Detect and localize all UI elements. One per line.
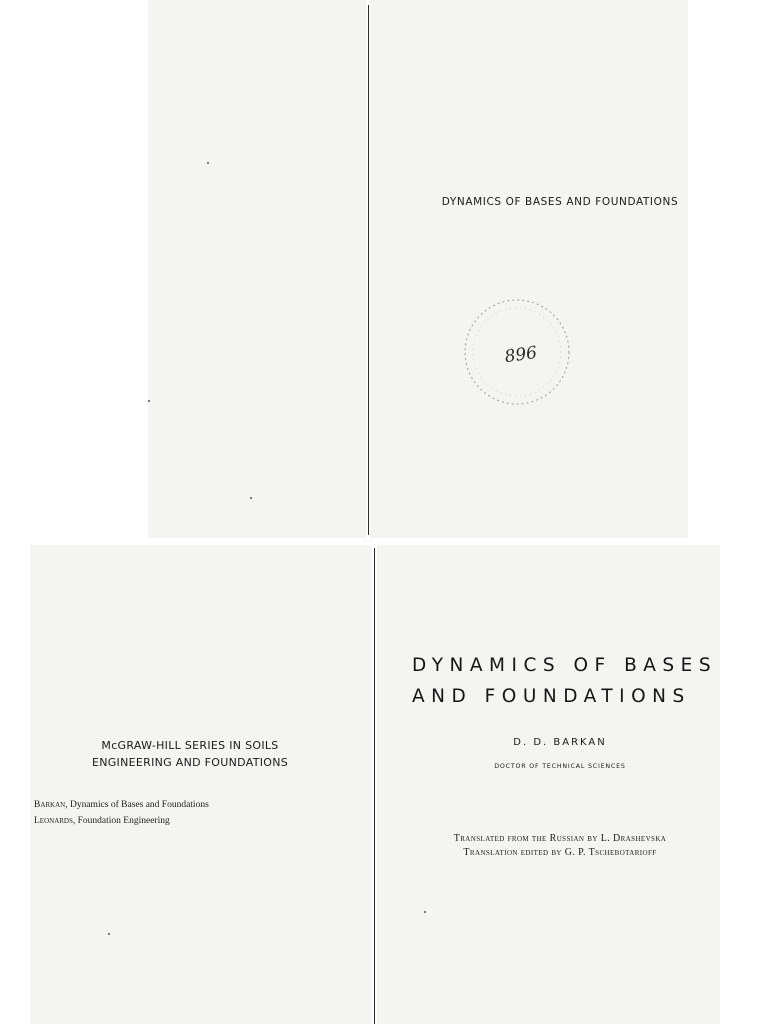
series-heading-line-1: McGRAW-HILL SERIES IN SOILS	[101, 739, 279, 752]
scan-page-top-left	[148, 0, 366, 538]
book-author: Barkan	[34, 800, 66, 810]
series-heading-line-2: ENGINEERING AND FOUNDATIONS	[91, 756, 289, 769]
scan-speck	[148, 400, 150, 402]
series-book-entry	[34, 797, 209, 813]
book-title-line-2: AND FOUNDATIONS	[412, 686, 691, 707]
book-title: , Foundation Engineering	[72, 816, 170, 826]
translation-credits	[380, 832, 740, 859]
stamp-number: 896	[503, 342, 539, 368]
author-credential: DOCTOR OF TECHNICAL SCIENCES	[494, 763, 626, 770]
library-stamp	[459, 296, 579, 410]
book-title-line-1: DYNAMICS OF BASES	[412, 655, 718, 676]
scan-page-bottom-right	[377, 545, 720, 1024]
scan-speck	[424, 911, 426, 913]
scan-page-bottom-left	[30, 545, 372, 1024]
scan-speck	[207, 162, 209, 164]
book-title: , Dynamics of Bases and Foundations	[65, 800, 209, 810]
half-title: DYNAMICS OF BASES AND FOUNDATIONS	[441, 196, 679, 208]
bottom-spread-gutter	[374, 548, 375, 1024]
series-heading	[40, 737, 340, 771]
series-book-list	[34, 797, 209, 829]
editor-line: Translation edited by G. P. Tschebotarioff	[463, 846, 657, 858]
author-name: D. D. BARKAN	[513, 737, 607, 748]
scan-speck	[250, 497, 252, 499]
translator-line: Translated from the Russian by L. Drashevska	[453, 833, 667, 844]
top-spread-gutter	[368, 5, 369, 535]
scan-page-top-right	[370, 0, 688, 538]
book-author: Leonards	[34, 816, 73, 826]
series-book-entry	[34, 813, 209, 829]
scan-speck	[108, 933, 110, 935]
book-title	[412, 650, 742, 712]
